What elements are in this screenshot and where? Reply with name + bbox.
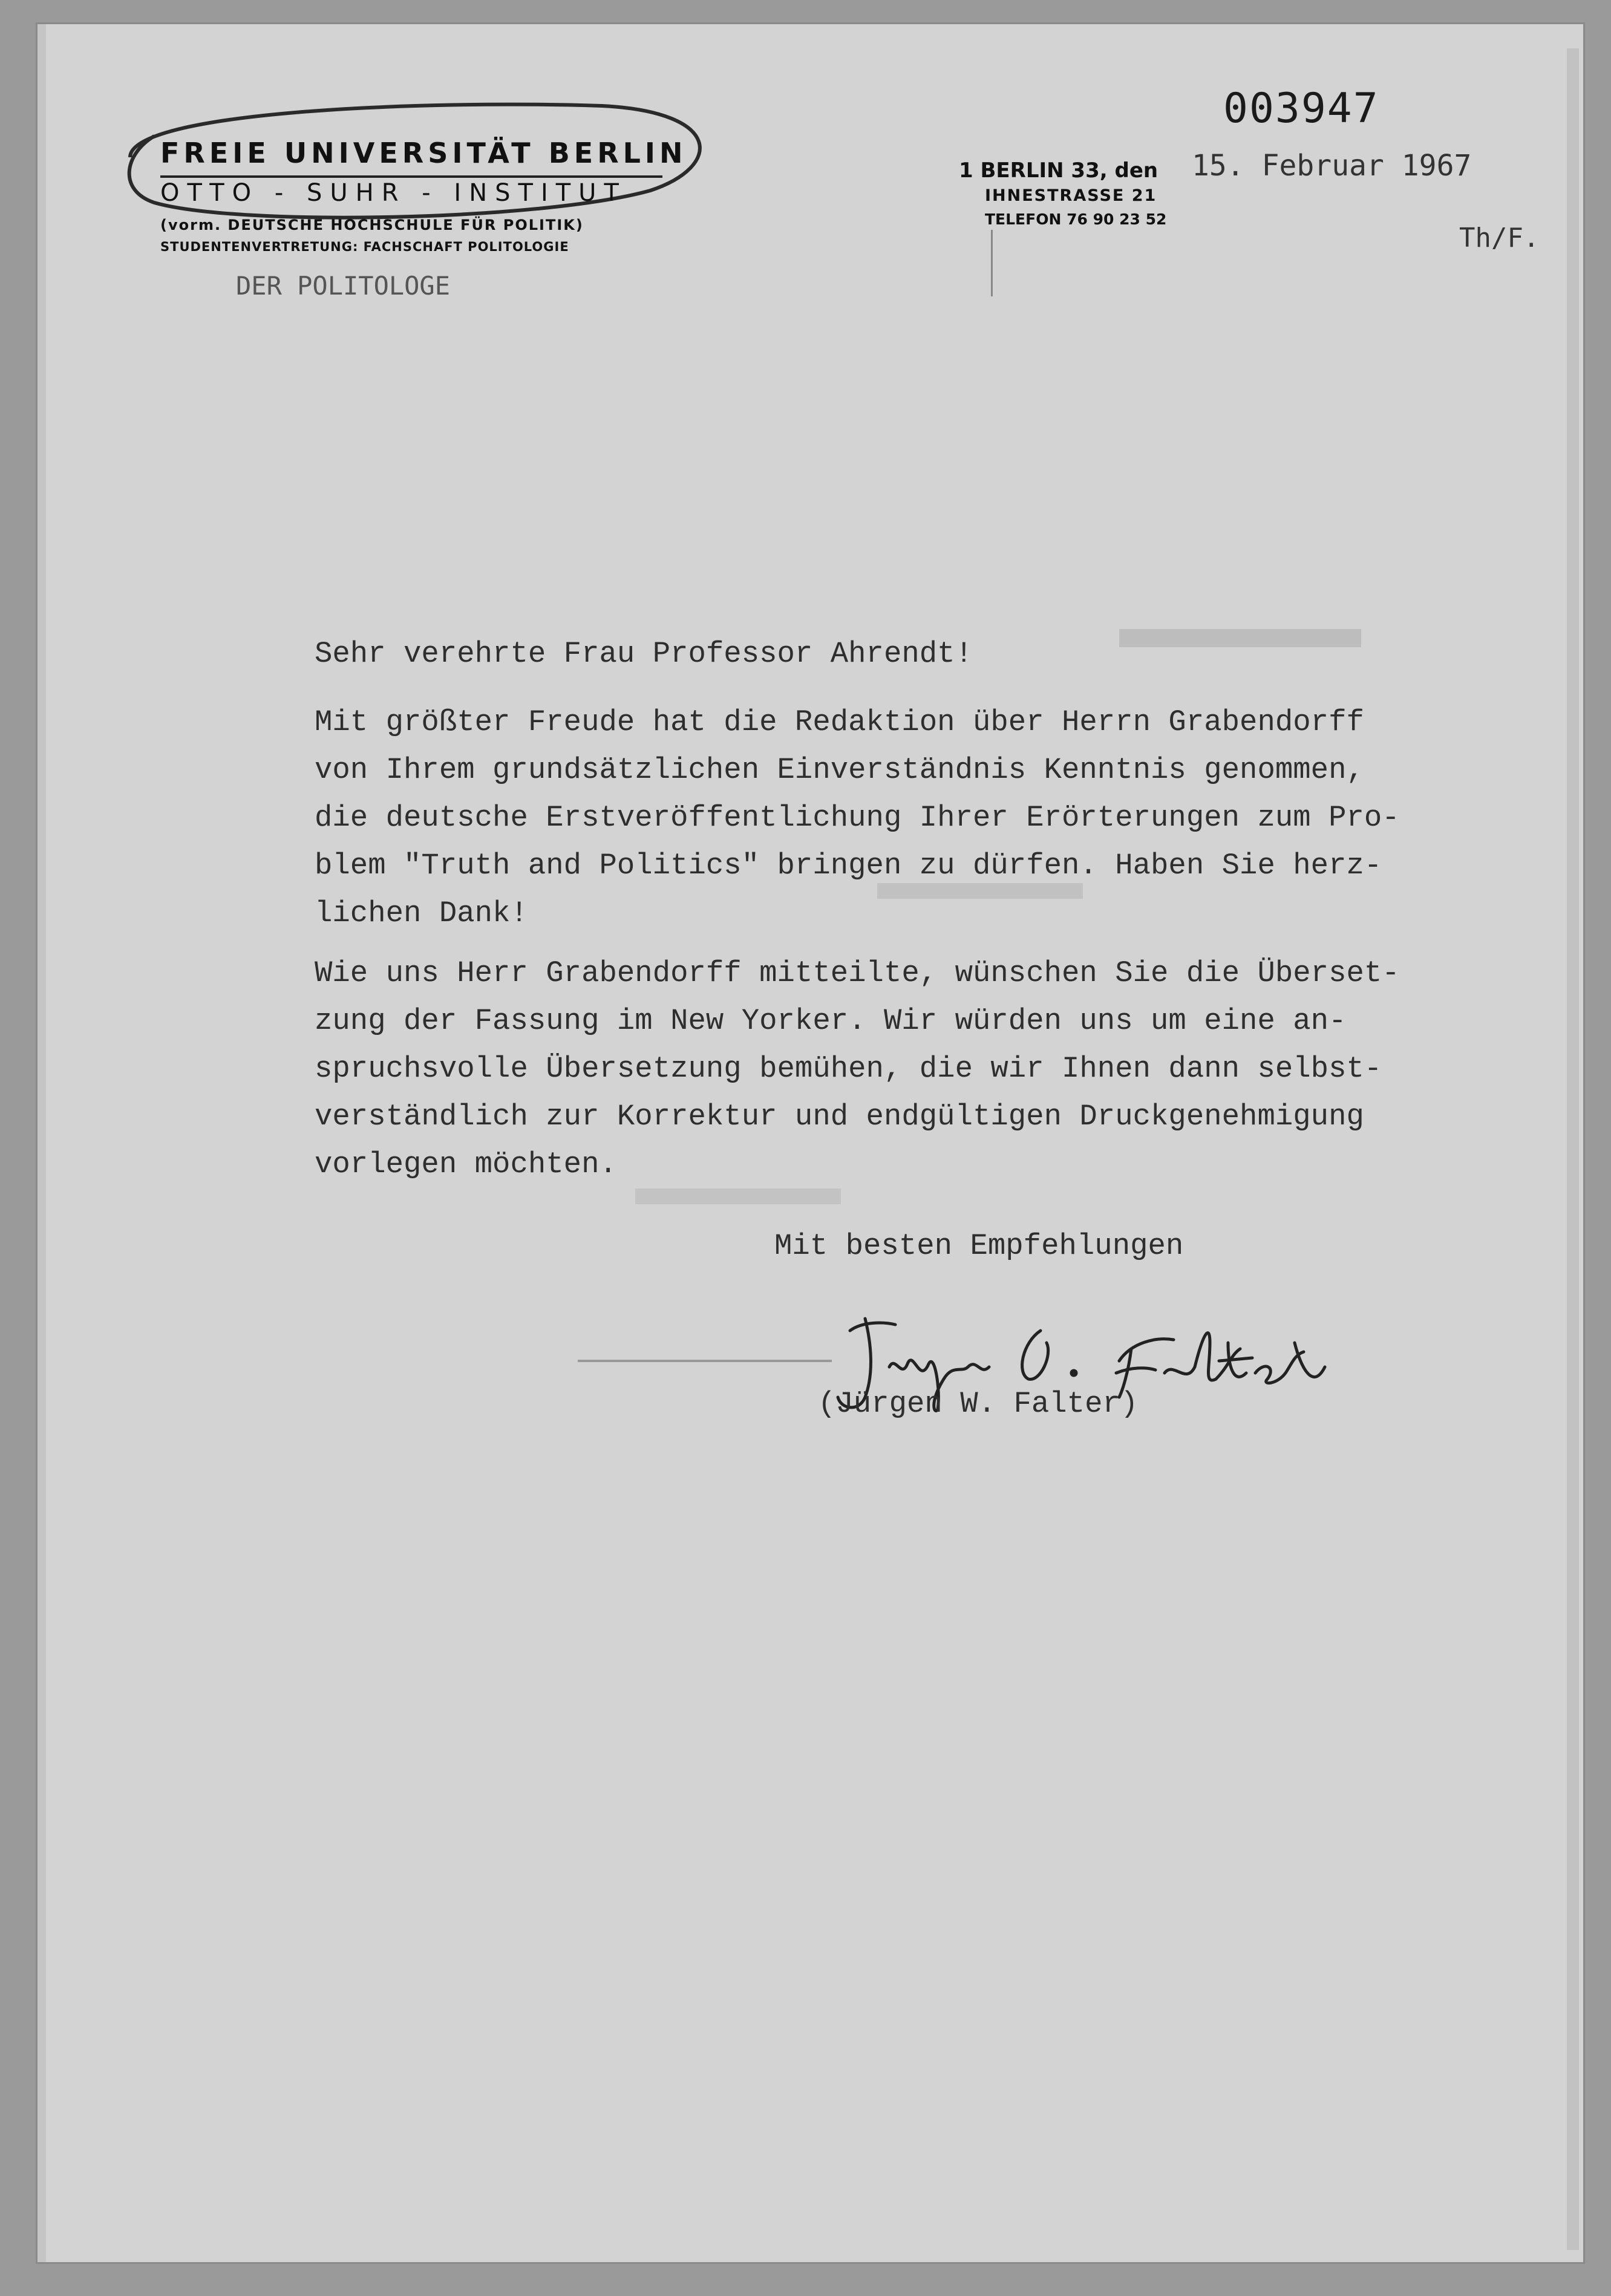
paragraph-line: blem "Truth and Politics" bringen zu dürfen. Haben Sie herz- [315, 849, 1382, 882]
letterhead-university: FREIE UNIVERSITÄT BERLIN [160, 137, 687, 169]
paragraph-line: Mit größter Freude hat die Redaktion über Herrn Grabendorff [315, 705, 1364, 739]
show-through-text [1119, 629, 1361, 647]
page-edge [38, 24, 46, 2262]
closing: Mit besten Empfehlungen [774, 1229, 1184, 1263]
show-through-text [635, 1189, 841, 1204]
paragraph-line: vorlegen möchten. [315, 1147, 617, 1181]
address-street: IHNESTRASSE 21 [985, 186, 1157, 205]
paragraph-line: Wie uns Herr Grabendorff mitteilte, wünschen Sie die Überset- [315, 956, 1400, 990]
letterhead-rule [160, 175, 662, 178]
paragraph-line: verständlich zur Korrektur und endgültigen Druckgenehmigung [315, 1100, 1364, 1133]
archive-number: 003947 [1223, 85, 1379, 132]
paragraph-1 [315, 699, 1400, 938]
paragraph-line: von Ihrem grundsätzlichen Einverständnis Kenntnis genommen, [315, 753, 1364, 787]
paragraph-line: spruchsvolle Übersetzung bemühen, die wir Ihnen dann selbst- [315, 1052, 1382, 1086]
letterhead-former-name: (vorm. DEUTSCHE HOCHSCHULE FÜR POLITIK) [160, 217, 584, 233]
signature-line [578, 1360, 832, 1362]
address-city: 1 BERLIN 33, den [959, 158, 1158, 183]
address-phone: TELEFON 76 90 23 52 [985, 210, 1167, 228]
paragraph-line: zung der Fassung im New Yorker. Wir würden uns um eine an- [315, 1004, 1347, 1038]
publication-name: DER POLITOLOGE [236, 271, 451, 301]
paragraph-2 [315, 950, 1400, 1189]
paragraph-line: lichen Dank! [315, 896, 528, 930]
letter-date: 15. Februar 1967 [1192, 149, 1472, 183]
page-edge [1567, 48, 1579, 2250]
salutation: Sehr verehrte Frau Professor Ahrendt! [315, 637, 973, 671]
paragraph-line: die deutsche Erstveröffentlichung Ihrer Erörterungen zum Pro- [315, 801, 1400, 835]
letterhead-institute: OTTO - SUHR - INSTITUT [160, 179, 627, 207]
reference-initials: Th/F. [1459, 223, 1540, 253]
typed-name: (Jürgen W. Falter) [818, 1387, 1139, 1421]
address-rule [991, 230, 993, 296]
letterhead-student-body: STUDENTENVERTRETUNG: FACHSCHAFT POLITOLOGIE [160, 240, 569, 254]
